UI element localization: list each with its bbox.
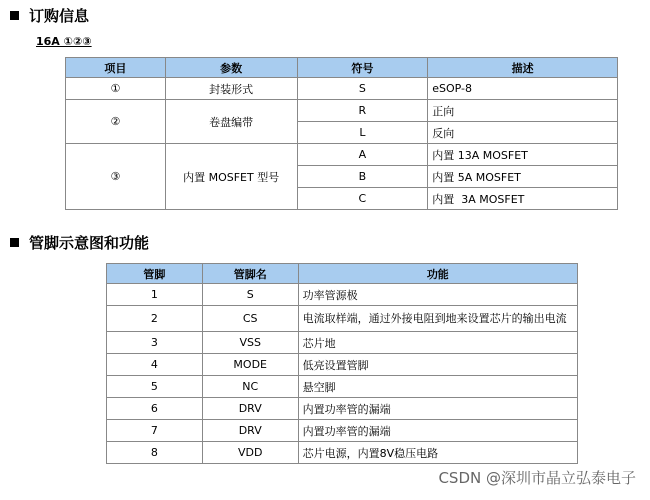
pin-name-cell: CS (202, 306, 298, 332)
pin-name-cell: NC (202, 376, 298, 398)
pin-function-cell: 功率管源极 (298, 284, 577, 306)
desc-cell: 内置 13A MOSFET (428, 144, 618, 166)
table-row (107, 354, 578, 376)
pin-name-cell: S (202, 284, 298, 306)
pin-number-cell: 5 (107, 376, 203, 398)
desc-cell: 正向 (428, 100, 618, 122)
pin-number-cell: 2 (107, 306, 203, 332)
pin-name-cell: DRV (202, 398, 298, 420)
table-row (107, 442, 578, 464)
pin-number-cell: 8 (107, 442, 203, 464)
pin-function-cell: 内置功率管的漏端 (298, 398, 577, 420)
symbol-cell: R (297, 100, 428, 122)
header-symbol: 符号 (297, 58, 428, 78)
pin-number-cell: 1 (107, 284, 203, 306)
order-section-title-text: 订购信息 (29, 7, 90, 25)
symbol-cell: A (297, 144, 428, 166)
param-cell: 内置 MOSFET 型号 (165, 144, 297, 210)
pin-number-cell: 4 (107, 354, 203, 376)
bullet-square-icon (10, 11, 19, 20)
pin-section-title-text: 管脚示意图和功能 (29, 234, 150, 252)
pin-table-header (107, 264, 578, 284)
pin-function-cell: 芯片电源，内置8V稳压电路 (298, 442, 577, 464)
pin-function-table (106, 263, 578, 464)
order-table-header (66, 58, 618, 78)
table-row (107, 284, 578, 306)
pin-function-cell: 悬空脚 (298, 376, 577, 398)
table-row (66, 78, 618, 100)
header-pin-name: 管脚名 (202, 264, 298, 284)
table-row (107, 306, 578, 332)
symbol-cell: S (297, 78, 428, 100)
table-row (107, 332, 578, 354)
pin-function-cell: 低亮设置管脚 (298, 354, 577, 376)
header-function: 功能 (298, 264, 577, 284)
header-item: 项目 (66, 58, 166, 78)
pin-name-cell: VSS (202, 332, 298, 354)
desc-cell: 反向 (428, 122, 618, 144)
header-param: 参数 (165, 58, 297, 78)
item-cell: ① (66, 78, 166, 100)
pin-name-cell: VDD (202, 442, 298, 464)
item-cell: ③ (66, 144, 166, 210)
order-section-title (10, 5, 89, 26)
table-row (107, 420, 578, 442)
table-row (107, 376, 578, 398)
pin-function-cell: 内置功率管的漏端 (298, 420, 577, 442)
symbol-cell: C (297, 188, 428, 210)
table-row (107, 398, 578, 420)
pin-number-cell: 6 (107, 398, 203, 420)
table-row (66, 100, 618, 122)
pin-section-title (10, 232, 149, 253)
header-pin: 管脚 (107, 264, 203, 284)
desc-cell: 内置 5A MOSFET (428, 166, 618, 188)
pin-name-cell: DRV (202, 420, 298, 442)
pin-number-cell: 3 (107, 332, 203, 354)
pin-function-cell: 电流取样端，通过外接电阻到地来设置芯片的输出电流 (298, 306, 577, 332)
order-info-table (65, 57, 618, 210)
symbol-cell: B (297, 166, 428, 188)
param-cell: 卷盘编带 (165, 100, 297, 144)
watermark: CSDN @深圳市晶立弘泰电子 (438, 469, 636, 487)
pin-name-cell: MODE (202, 354, 298, 376)
part-number-subtitle: 16A ①②③ (36, 35, 92, 48)
pin-number-cell: 7 (107, 420, 203, 442)
bullet-square-icon (10, 238, 19, 247)
param-cell: 封装形式 (165, 78, 297, 100)
item-cell: ② (66, 100, 166, 144)
desc-cell: 内置 3A MOSFET (428, 188, 618, 210)
desc-cell: eSOP-8 (428, 78, 618, 100)
symbol-cell: L (297, 122, 428, 144)
pin-function-cell: 芯片地 (298, 332, 577, 354)
table-row (66, 144, 618, 166)
header-desc: 描述 (428, 58, 618, 78)
